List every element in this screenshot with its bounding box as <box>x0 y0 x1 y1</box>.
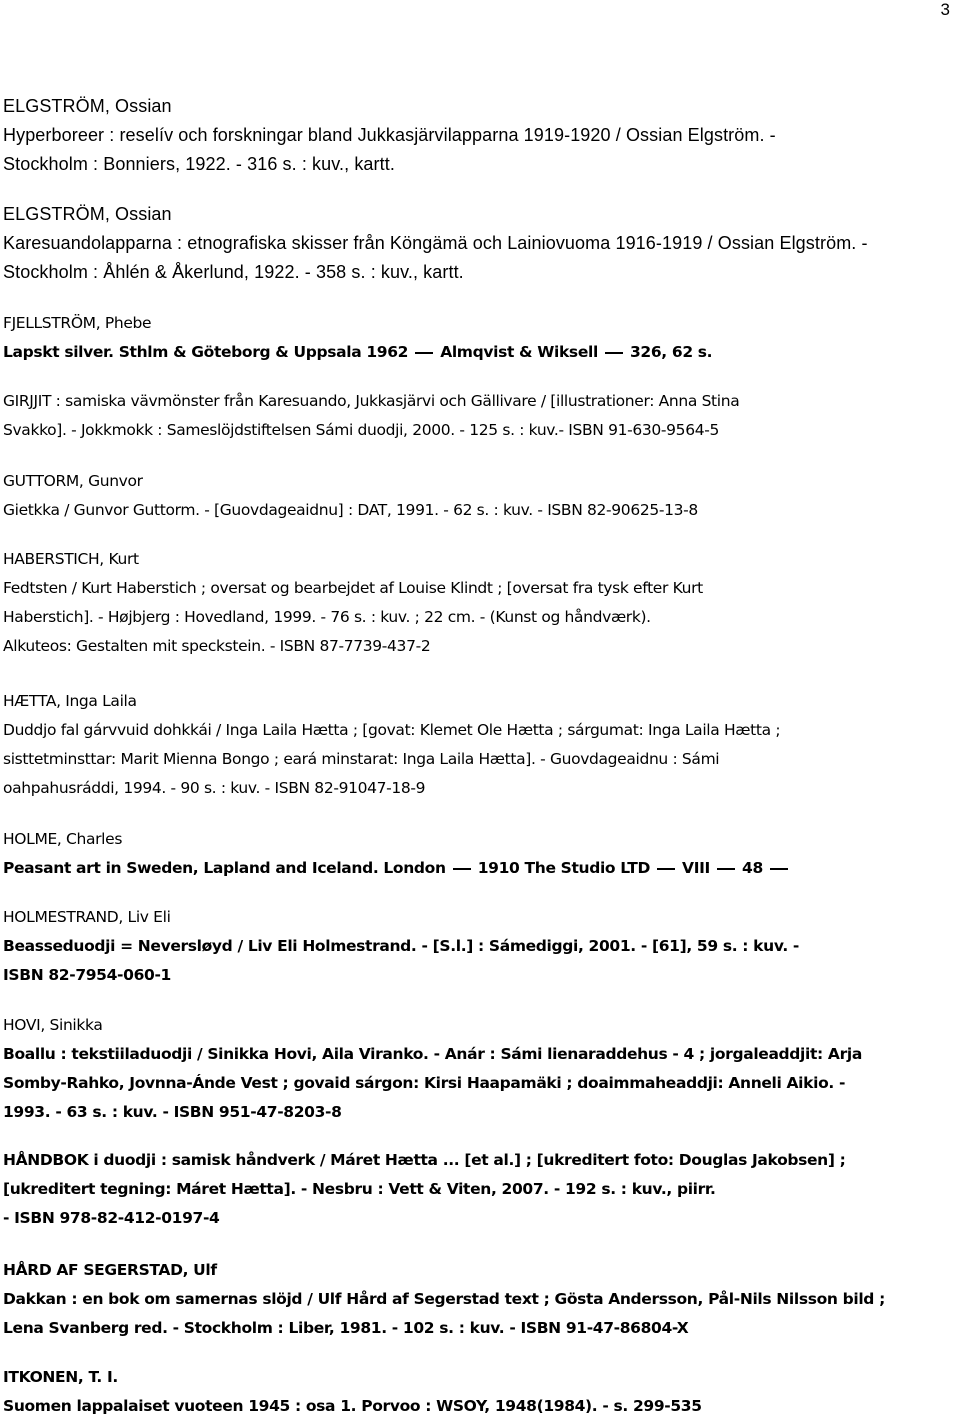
entry-author: HOLME, Charles <box>3 830 123 848</box>
entry-author: HÆTTA, Inga Laila <box>3 692 137 710</box>
entry-line: Hyperboreer : reselív och forskningar bland Jukkasjärvilapparna 1919-1920 / Ossian Elgström. - <box>3 125 776 145</box>
entry-line: HÅNDBOK i duodji : samisk håndverk / Máret Hætta ... [et al.] ; [ukreditert foto: Douglas Jakobsen] ; <box>3 1151 846 1169</box>
entry-line: Duddjo fal gárvvuid dohkkái / Inga Laila Hætta ; [govat: Klemet Ole Hætta ; sárgumat: Inga Laila Hætta ; <box>3 721 781 739</box>
entry-author: HABERSTICH, Kurt <box>3 550 139 568</box>
entry-author: ELGSTRÖM, Ossian <box>3 96 172 116</box>
entry-line: Svakko]. - Jokkmokk : Sameslöjdstiftelsen Sámi duodji, 2000. - 125 s. : kuv.- ISBN 91-630-9564-5 <box>3 421 719 439</box>
entry-author: HOLMESTRAND, Liv Eli <box>3 908 171 926</box>
entry-line: - ISBN 978-82-412-0197-4 <box>3 1209 220 1227</box>
bibliography-entry-itkonen <box>3 1363 948 1421</box>
bibliography-entry-hovi <box>3 1011 948 1127</box>
bibliography-entry-hard-af-segerstad <box>3 1256 948 1343</box>
bibliography-entry-holme <box>3 825 948 883</box>
entry-author: HOVI, Sinikka <box>3 1016 103 1034</box>
entry-line: oahpahusráddi, 1994. - 90 s. : kuv. - ISBN 82-91047-18-9 <box>3 779 426 797</box>
bibliography-entry-haetta <box>3 687 948 803</box>
entry-line: Karesuandolapparna : etnografiska skisser från Köngämä och Lainiovuoma 1916-1919 / Ossian Elgström. - <box>3 233 868 253</box>
entry-author: GUTTORM, Gunvor <box>3 472 143 490</box>
entry-line: Stockholm : Åhlén & Åkerlund, 1922. - 358 s. : kuv., kartt. <box>3 262 464 282</box>
entry-line: Peasant art in Sweden, Lapland and Iceland. London 1910 The Studio LTD VIII 48 <box>3 854 948 883</box>
entry-line: Stockholm : Bonniers, 1922. - 316 s. : kuv., kartt. <box>3 154 395 174</box>
entry-author: HÅRD AF SEGERSTAD, Ulf <box>3 1261 217 1279</box>
entry-author: ELGSTRÖM, Ossian <box>3 204 172 224</box>
entry-line: Lapskt silver. Sthlm & Göteborg & Uppsala 1962 Almqvist & Wiksell 326, 62 s. <box>3 343 713 361</box>
entry-line: 1993. - 63 s. : kuv. - ISBN 951-47-8203-8 <box>3 1103 342 1121</box>
entry-line: Beasseduodji = Neversløyd / Liv Eli Holmestrand. - [S.l.] : Sámediggi, 2001. - [61], 59 s. : kuv. - <box>3 937 799 955</box>
entry-line: Lena Svanberg red. - Stockholm : Liber, 1981. - 102 s. : kuv. - ISBN 91-47-86804-X <box>3 1319 689 1337</box>
entry-line: Dakkan : en bok om samernas slöjd / Ulf Hård af Segerstad text ; Gösta Andersson, Pål-Nils Nilsson bild ; <box>3 1290 885 1308</box>
dash-separator <box>770 868 788 870</box>
bibliography-entry-elgstrom-hyperboreer <box>3 92 948 179</box>
dash-separator <box>717 868 735 870</box>
entry-line: Fedtsten / Kurt Haberstich ; oversat og bearbejdet af Louise Klindt ; [oversat fra tysk efter Kurt <box>3 579 703 597</box>
dash-separator <box>605 352 623 354</box>
dash-separator <box>453 868 471 870</box>
bibliography-entry-haberstich <box>3 545 948 661</box>
dash-separator <box>415 352 433 354</box>
entry-line: Alkuteos: Gestalten mit speckstein. - ISBN 87-7739-437-2 <box>3 637 431 655</box>
entry-line: ISBN 82-7954-060-1 <box>3 966 171 984</box>
entry-line: Gietkka / Gunvor Guttorm. - [Guovdageaidnu] : DAT, 1991. - 62 s. : kuv. - ISBN 82-90625-13-8 <box>3 501 698 519</box>
bibliography-entry-girjjit <box>3 387 948 445</box>
entry-line: [ukreditert tegning: Máret Hætta]. - Nesbru : Vett & Viten, 2007. - 192 s. : kuv., piirr. <box>3 1180 716 1198</box>
bibliography-entry-guttorm <box>3 467 948 525</box>
entry-line: GIRJJIT : samiska vävmönster från Karesuando, Jukkasjärvi och Gällivare / [illustrationer: Anna Stina <box>3 392 740 410</box>
dash-separator <box>657 868 675 870</box>
bibliography-entry-handbok <box>3 1146 948 1233</box>
entry-line: Suomen lappalaiset vuoteen 1945 : osa 1. Porvoo : WSOY, 1948(1984). - s. 299-535 <box>3 1397 702 1415</box>
bibliography-entry-holmestrand <box>3 903 948 990</box>
page-number: 3 <box>940 0 950 19</box>
entry-author: FJELLSTRÖM, Phebe <box>3 314 152 332</box>
entry-line: sisttetminsttar: Marit Mienna Bongo ; eará minstarat: Inga Laila Hætta]. - Guovdageaidnu : Sámi <box>3 750 720 768</box>
bibliography-entry-fjellstrom <box>3 309 948 367</box>
entry-line: Haberstich]. - Højbjerg : Hovedland, 1999. - 76 s. : kuv. ; 22 cm. - (Kunst og håndværk). <box>3 608 651 626</box>
entry-author: ITKONEN, T. I. <box>3 1368 118 1386</box>
entry-line: Somby-Rahko, Jovnna-Ánde Vest ; govaid sárgon: Kirsi Haapamäki ; doaimmaheaddji: Anneli Aikio. - <box>3 1074 846 1092</box>
bibliography-entry-elgstrom-karesuando <box>3 200 948 287</box>
entry-line: Boallu : tekstiiladuodji / Sinikka Hovi, Aila Viranko. - Anár : Sámi lienaraddehus - 4 ; jorgaleaddjit: Arja <box>3 1045 862 1063</box>
